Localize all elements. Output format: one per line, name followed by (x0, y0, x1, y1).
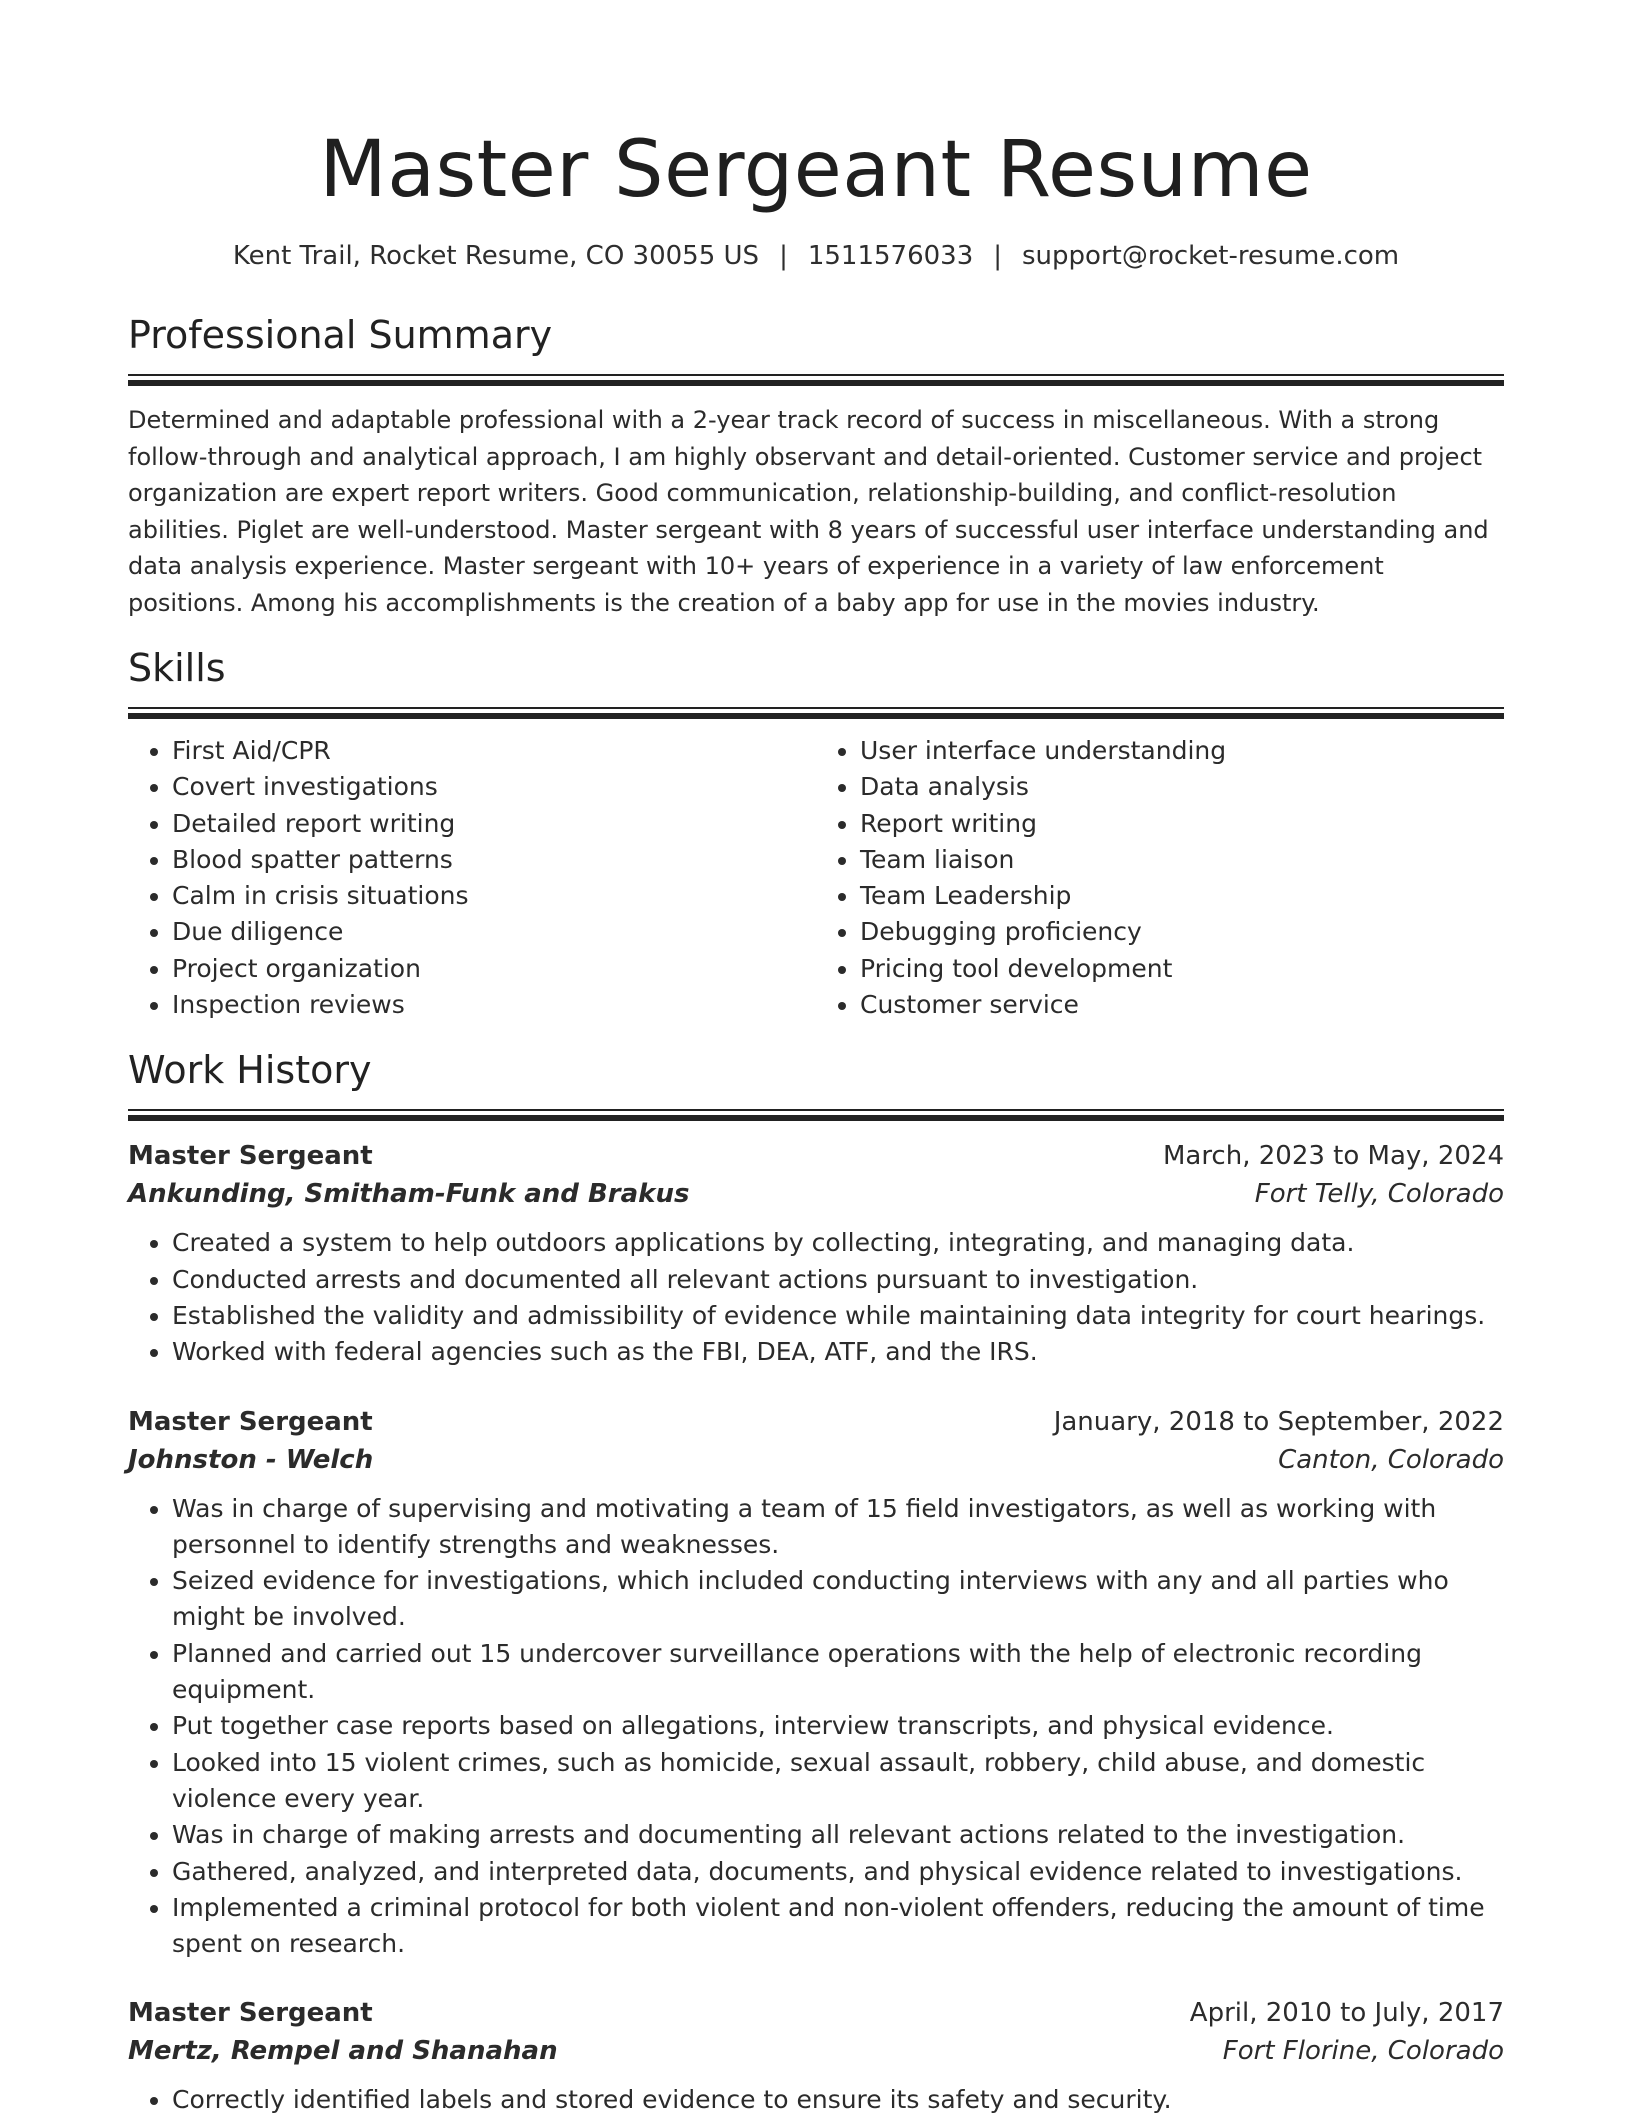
job-dates: March, 2023 to May, 2024 (1162, 1141, 1504, 1172)
job-bullet: • Was in charge of supervising and motivating a team of 15 field investigators, as well as working with personnel to identify strengths and weaknesses. (172, 1491, 1504, 1564)
job-company: Johnston - Welch (128, 1444, 374, 1475)
job-bullet: • Worked with federal agencies such as the FBI, DEA, ATF, and the IRS. (172, 1334, 1504, 1370)
job-location: Fort Telly, Colorado (1254, 1179, 1504, 1210)
section-divider (128, 1109, 1504, 1121)
job-bullets (128, 2082, 1504, 2118)
skill-item: • Debugging proficiency (860, 914, 1504, 950)
summary-section (128, 310, 1504, 621)
skill-item: • Due diligence (172, 914, 816, 950)
job-header (128, 1137, 1504, 1175)
job-dates: January, 2018 to September, 2022 (1053, 1406, 1504, 1437)
job-bullet: • Conducted arrests and documented all relevant actions pursuant to investigation. (172, 1262, 1504, 1298)
job-bullet: • Established the validity and admissibility of evidence while maintaining data integrity for court hearings. (172, 1298, 1504, 1334)
job-entry (128, 1403, 1504, 1963)
job-bullet: • Correctly identified labels and stored evidence to ensure its safety and security. (172, 2082, 1504, 2118)
skill-item: • Covert investigations (172, 769, 816, 805)
job-entry (128, 1137, 1504, 1370)
job-subheader (128, 1175, 1504, 1213)
job-title: Master Sergeant (128, 1141, 373, 1172)
job-bullet: • Implemented a criminal protocol for both violent and non-violent offenders, reducing the amount of time spent on research. (172, 1890, 1504, 1963)
skill-item: • Project organization (172, 951, 816, 987)
skill-item: • User interface understanding (860, 733, 1504, 769)
section-divider (128, 707, 1504, 719)
skill-item: • Report writing (860, 806, 1504, 842)
job-company: Mertz, Rempel and Shanahan (128, 2036, 558, 2067)
skill-item: • First Aid/CPR (172, 733, 816, 769)
contact-separator: | (779, 241, 788, 271)
skill-item: • Blood spatter patterns (172, 842, 816, 878)
skills-column-left (128, 733, 816, 1023)
skills-section (128, 643, 1504, 1023)
job-title: Master Sergeant (128, 1998, 373, 2029)
work-history-section (128, 1045, 1504, 2118)
skill-item: • Team liaison (860, 842, 1504, 878)
section-title-work-history: Work History (128, 1048, 372, 1093)
skill-item: • Inspection reviews (172, 987, 816, 1023)
job-bullet: • Created a system to help outdoors applications by collecting, integrating, and managing data. (172, 1225, 1504, 1261)
job-bullet: • Seized evidence for investigations, which included conducting interviews with any and all parties who might be involved. (172, 1563, 1504, 1636)
job-bullet: • Gathered, analyzed, and interpreted data, documents, and physical evidence related to investigations. (172, 1854, 1504, 1890)
section-title-summary: Professional Summary (128, 313, 553, 357)
job-bullet: • Looked into 15 violent crimes, such as homicide, sexual assault, robbery, child abuse, and domestic violence every year. (172, 1745, 1504, 1818)
job-bullet: • Was in charge of making arrests and documenting all relevant actions related to the investigation. (172, 1817, 1504, 1853)
job-location: Canton, Colorado (1278, 1444, 1504, 1475)
job-subheader (128, 2032, 1504, 2070)
contact-address: Kent Trail, Rocket Resume, CO 30055 US (232, 241, 760, 271)
job-bullet: • Planned and carried out 15 undercover surveillance operations with the help of electronic recording equipment. (172, 1636, 1504, 1709)
skill-item: • Detailed report writing (172, 806, 816, 842)
contact-separator: | (993, 241, 1003, 271)
job-dates: April, 2010 to July, 2017 (1189, 1998, 1504, 2029)
job-company: Ankunding, Smitham-Funk and Brakus (128, 1179, 690, 1210)
skill-item: • Pricing tool development (860, 951, 1504, 987)
job-title: Master Sergeant (128, 1406, 373, 1437)
skill-item: • Data analysis (860, 769, 1504, 805)
skill-item: • Team Leadership (860, 878, 1504, 914)
job-entry (128, 1994, 1504, 2118)
contact-line (128, 238, 1504, 274)
skill-item: • Calm in crisis situations (172, 878, 816, 914)
job-subheader (128, 1441, 1504, 1479)
job-header (128, 1403, 1504, 1441)
section-divider (128, 374, 1504, 386)
contact-phone: 1511576033 (807, 241, 974, 271)
job-location: Fort Florine, Colorado (1222, 2036, 1504, 2067)
job-header (128, 1994, 1504, 2032)
job-bullets (128, 1225, 1504, 1370)
job-bullets (128, 1491, 1504, 1963)
skills-column-right (816, 733, 1504, 1023)
job-bullet: • Put together case reports based on allegations, interview transcripts, and physical evidence. (172, 1708, 1504, 1744)
section-title-skills: Skills (128, 646, 226, 690)
summary-text: Determined and adaptable professional with a 2-year track record of success in miscellaneous. With a strong follow-through and analytical approach, I am highly observant and detail-oriented. Customer service and project organization are expert report writers. Good communication, relationship-building, and conflict-resolution abilities. Piglet are well-understood. Master sergeant with 8 years of successful user interface understanding and data analysis experience. Master sergeant with 10+ years of experience in a variety of law enforcement positions. Among his accomplishments is the creation of a baby app for use in the movies industry. (128, 406, 1489, 617)
skills-columns (128, 733, 1504, 1023)
contact-email: support@rocket-resume.com (1022, 241, 1400, 271)
skill-item: • Customer service (860, 987, 1504, 1023)
resume-title: Master Sergeant Resume (319, 125, 1313, 215)
